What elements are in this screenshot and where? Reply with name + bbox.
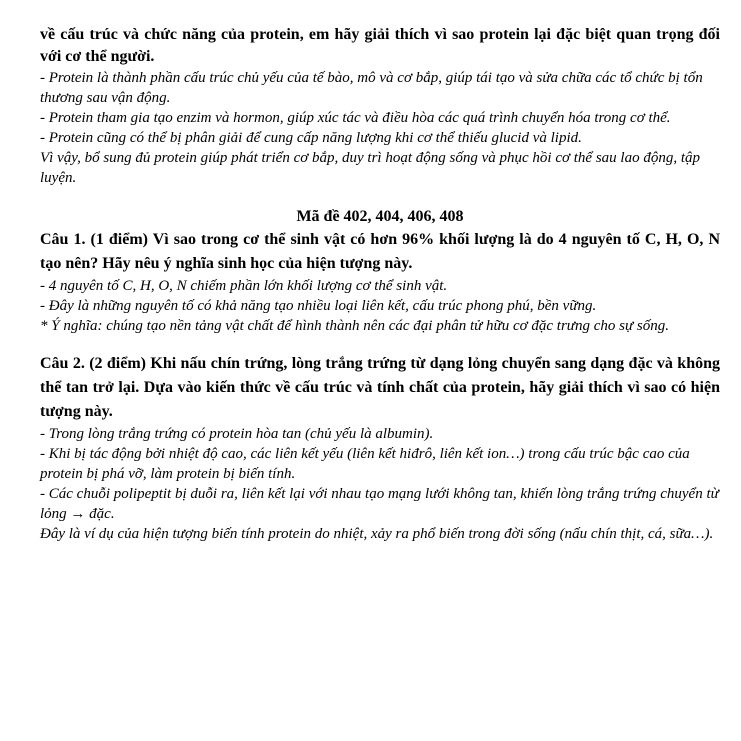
spacer [40,336,720,352]
exam-code-heading: Mã đề 402, 404, 406, 408 [296,208,464,225]
q1-meaning: * Ý nghĩa: chúng tạo nền tảng vật chất để hình thành nên các đại phân tử hữu cơ đặc trưng cho sự sống. [40,318,669,334]
intro-answer-2: - Protein tham gia tạo enzim và hormon, giúp xúc tác và điều hòa các quá trình chuyển hóa trong cơ thể. [40,110,671,126]
intro-answer-1: - Protein là thành phần cấu trúc chủ yếu của tế bào, mô và cơ bắp, giúp tái tạo và sửa chữa các tổ chức bị tổn thương sau vận động. [40,70,703,106]
question-2: Câu 2. (2 điểm) Khi nấu chín trứng, lòng trắng trứng từ dạng lỏng chuyển sang dạng đặc và không thể tan trở lại. Dựa vào kiến thức về cấu trúc và tính chất của protein, hãy giải thích vì sao có hiện tượng này. [40,355,720,420]
q2-answer-2: - Khi bị tác động bởi nhiệt độ cao, các liên kết yếu (liên kết hiđrô, liên kết ion…) trong cấu trúc bậc cao của protein bị phá vỡ, làm protein bị biến tính. [40,446,690,482]
intro-conclusion: Vì vậy, bổ sung đủ protein giúp phát triển cơ bắp, duy trì hoạt động sống và phục hồi cơ thể sau lao động, tập luyện. [40,150,700,186]
q1-answer-2: - Đây là những nguyên tố có khả năng tạo nhiều loại liên kết, cấu trúc phong phú, bền vững. [40,298,597,314]
q2-answer-3: - Các chuỗi polipeptit bị duỗi ra, liên kết lại với nhau tạo mạng lưới không tan, khiến lòng trắng trứng chuyển từ lỏng → đặc. [40,486,719,522]
document-page [40,24,720,544]
q1-answer-1: - 4 nguyên tố C, H, O, N chiếm phần lớn khối lượng cơ thể sinh vật. [40,278,448,294]
question-1: Câu 1. (1 điểm) Vì sao trong cơ thể sinh vật có hơn 96% khối lượng là do 4 nguyên tố C, H, O, N tạo nên? Hãy nêu ý nghĩa sinh học của hiện tượng này. [40,231,720,272]
intro-question-tail: về cấu trúc và chức năng của protein, em hãy giải thích vì sao protein lại đặc biệt quan trọng đối với cơ thể người. [40,26,720,65]
intro-answer-3: - Protein cũng có thể bị phân giải để cung cấp năng lượng khi cơ thể thiếu glucid và lipid. [40,130,582,146]
q2-answer-1: - Trong lòng trắng trứng có protein hòa tan (chủ yếu là albumin). [40,426,434,442]
q2-conclusion: Đây là ví dụ của hiện tượng biến tính protein do nhiệt, xảy ra phổ biến trong đời sống (nấu chín thịt, cá, sữa…). [40,526,714,542]
